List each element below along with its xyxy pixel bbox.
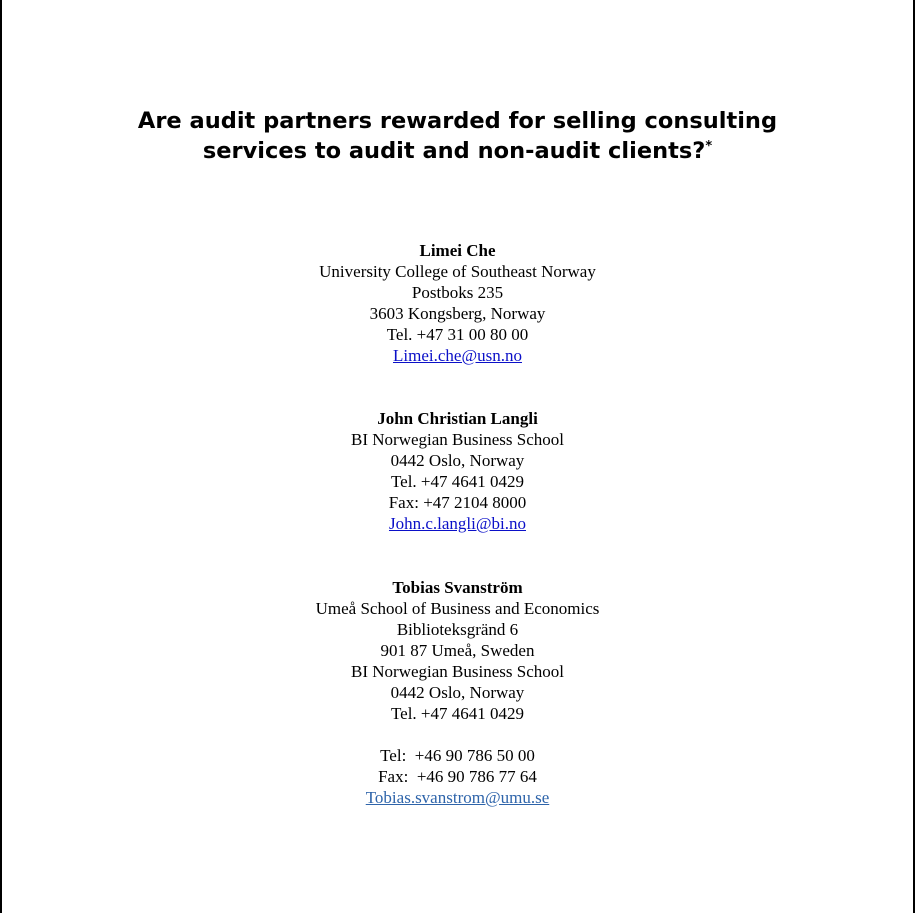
title-line-2: services to audit and non-audit clients?*: [202, 138, 713, 164]
author-name: Limei Che: [419, 241, 496, 260]
phone-line: Tel. +47 31 00 80 00: [386, 325, 529, 344]
address-line: Biblioteksgränd 6: [396, 620, 519, 639]
author-block-langli: [2, 408, 913, 534]
email-link[interactable]: Limei.che@usn.no: [393, 346, 522, 365]
email-link[interactable]: John.c.langli@bi.no: [388, 514, 526, 533]
author-block-che: [2, 240, 913, 366]
title-line-1: Are audit partners rewarded for selling consulting: [137, 108, 778, 134]
author-block-svanstrom: [2, 577, 913, 808]
footnote-mark: *: [705, 139, 713, 154]
author-name: Tobias Svanström: [392, 578, 523, 597]
author-name: John Christian Langli: [377, 409, 538, 428]
phone-line: Tel. +47 4641 0429: [390, 704, 525, 723]
phone-line: Tel. +47 4641 0429: [390, 472, 525, 491]
affiliation-line: BI Norwegian Business School: [351, 430, 564, 449]
fax-line: Fax: +47 2104 8000: [388, 493, 527, 512]
address-line: 0442 Oslo, Norway: [390, 451, 525, 470]
affiliation-line: Umeå School of Business and Economics: [315, 599, 600, 618]
address-line: Postboks 235: [411, 283, 504, 302]
fax-line: Fax: +46 90 786 77 64: [378, 767, 537, 786]
affiliation-line: University College of Southeast Norway: [319, 262, 596, 281]
email-link[interactable]: Tobias.svanstrom@umu.se: [365, 788, 550, 807]
address-line: 901 87 Umeå, Sweden: [380, 641, 535, 660]
affiliation-line: BI Norwegian Business School: [351, 662, 564, 681]
address-line: 0442 Oslo, Norway: [390, 683, 525, 702]
paper-title: [2, 106, 913, 166]
address-line: 3603 Kongsberg, Norway: [369, 304, 546, 323]
phone-line: Tel: +46 90 786 50 00: [380, 746, 535, 765]
